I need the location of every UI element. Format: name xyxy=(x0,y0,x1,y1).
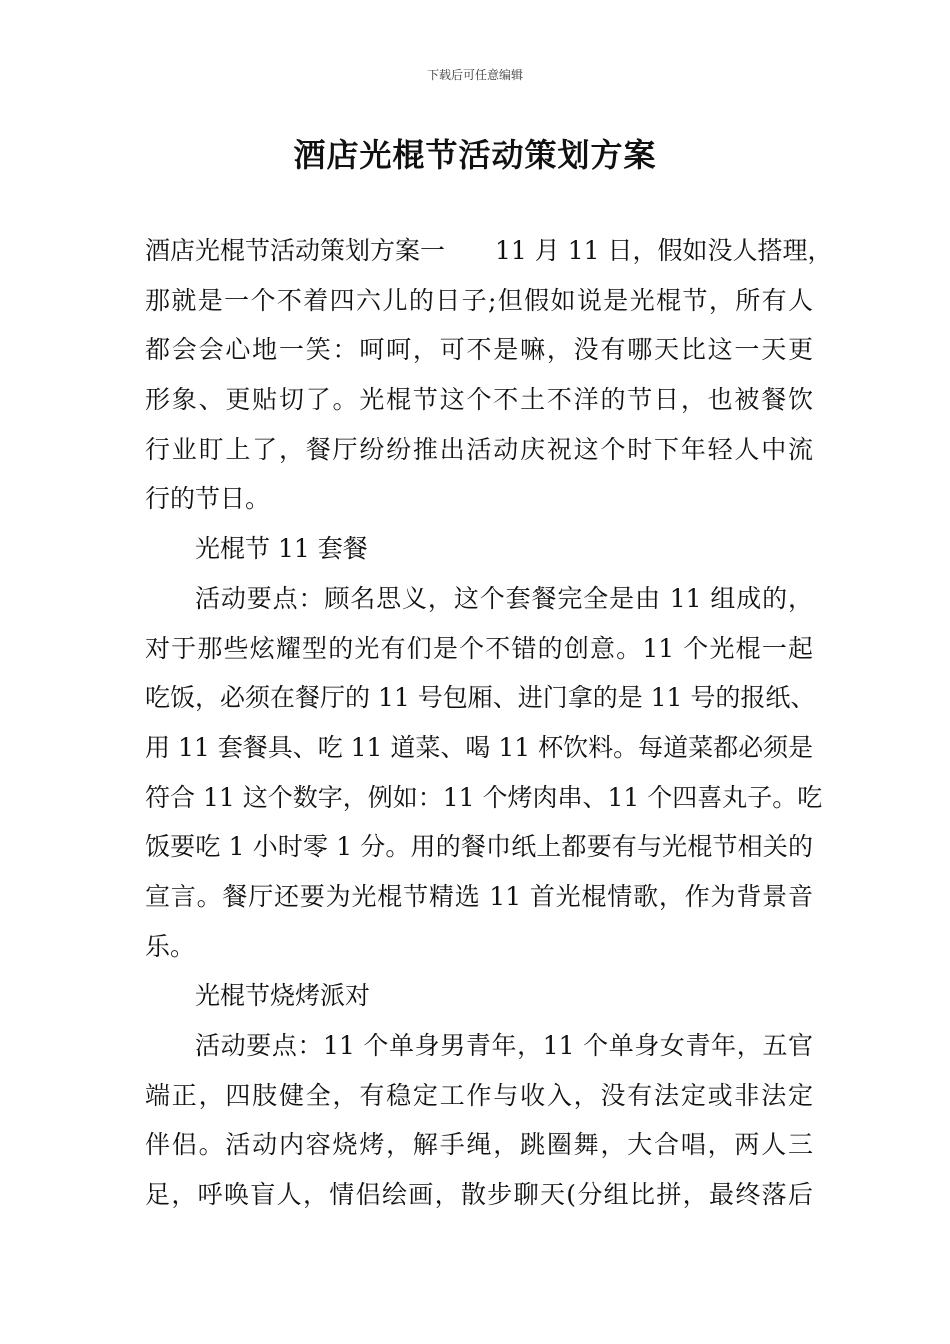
body-line: 用 11 套餐具、吃 11 道菜、喝 11 杯饮料。每道菜都必须是 xyxy=(145,732,814,762)
document-title: 酒店光棍节活动策划方案 xyxy=(293,136,657,174)
body-line: 活动要点：顾名思义，这个套餐完全是由 11 组成的， xyxy=(195,583,813,613)
body-line: 宣言。餐厅还要为光棍节精选 11 首光棍情歌，作为背景音 xyxy=(145,881,813,911)
body-line: 对于那些炫耀型的光有们是个不错的创意。11 个光棍一起 xyxy=(145,633,813,663)
body-line: 伴侣。活动内容烧烤，解手绳，跳圈舞，大合唱，两人三 xyxy=(145,1130,813,1160)
body-line: 吃饭，必须在餐厅的 11 号包厢、进门拿的是 11 号的报纸、 xyxy=(145,683,816,713)
body-line: 饭要吃 1 小时零 1 分。用的餐巾纸上都要有与光棍节相关的 xyxy=(145,832,813,862)
body-line: 酒店光棍节活动策划方案一 11 月 11 日，假如没人搭理， xyxy=(145,236,833,265)
body-line: 光棍节 11 套餐 xyxy=(195,534,368,564)
document-body xyxy=(145,226,833,1220)
body-line: 那就是一个不着四六儿的日子;但假如说是光棍节，所有人 xyxy=(145,285,813,315)
body-line: 足，呼唤盲人，情侣绘画，散步聊天(分组比拼，最终落后 xyxy=(145,1180,813,1210)
body-line: 行业盯上了，餐厅纷纷推出活动庆祝这个时下年轻人中流 xyxy=(145,434,813,464)
body-line: 符合 11 这个数字，例如：11 个烤肉串、11 个四喜丸子。吃 xyxy=(145,782,823,812)
body-line: 行的节日。 xyxy=(145,484,271,514)
body-line: 形象、更贴切了。光棍节这个不土不洋的节日，也被餐饮 xyxy=(145,385,813,415)
body-line: 光棍节烧烤派对 xyxy=(195,981,371,1011)
body-line: 活动要点：11 个单身男青年，11 个单身女青年，五官 xyxy=(195,1031,813,1060)
body-line: 乐。 xyxy=(145,931,196,961)
body-line: 端正，四肢健全，有稳定工作与收入，没有法定或非法定 xyxy=(145,1080,813,1110)
header-note: 下载后可任意编辑 xyxy=(426,68,523,82)
body-line: 都会会心地一笑：呵呵，可不是嘛，没有哪天比这一天更 xyxy=(145,335,813,365)
